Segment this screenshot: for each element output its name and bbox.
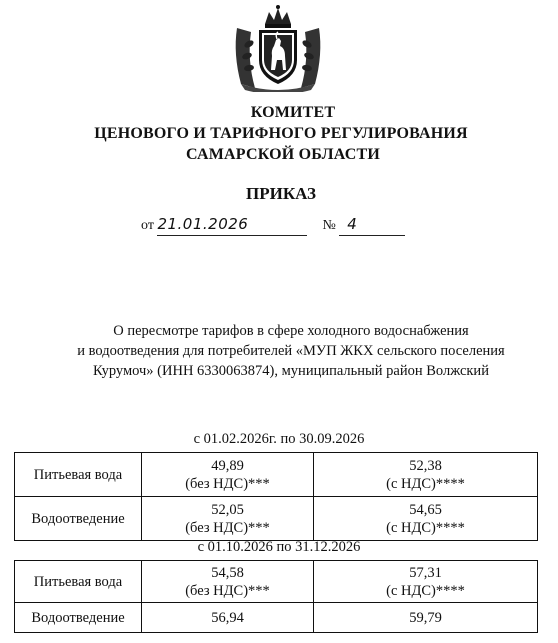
price-no-vat: 52,05: [211, 501, 244, 518]
price-no-vat-cell: [142, 453, 314, 497]
vat-label: (с НДС)****: [386, 519, 465, 536]
table-row: [15, 497, 538, 541]
service-name: Питьевая вода: [15, 561, 142, 603]
order-date-field: [157, 215, 307, 236]
vat-label: (с НДС)****: [386, 582, 465, 599]
order-title: ПРИКАЗ: [246, 184, 316, 203]
organization-line-2: ЦЕНОВОГО И ТАРИФНОГО РЕГУЛИРОВАНИЯ: [94, 125, 468, 142]
order-number-field: [339, 215, 405, 236]
service-name: Питьевая вода: [15, 453, 142, 497]
price-vat: 54,65: [409, 501, 442, 518]
order-date-number-line: [141, 215, 405, 236]
price-vat: 52,38: [409, 457, 442, 474]
tariff-table: [14, 560, 538, 633]
order-number: 4: [347, 215, 358, 233]
service-name: Водоотведение: [15, 603, 142, 633]
order-number-prefix: №: [322, 218, 336, 233]
price-vat-cell: [314, 603, 538, 633]
price-vat-cell: [314, 497, 538, 541]
price-vat-cell: [314, 453, 538, 497]
period-header: с 01.10.2026 по 31.12.2026: [197, 539, 361, 555]
order-date-prefix: от: [141, 218, 154, 233]
no-vat-label: (без НДС)***: [185, 582, 270, 599]
order-date: 21.01.2026: [157, 215, 249, 233]
price-no-vat: 49,89: [211, 457, 244, 474]
period-header: с 01.02.2026г. по 30.09.2026: [193, 431, 365, 447]
order-subject: [26, 321, 556, 381]
subject-line-3: Курумоч» (ИНН 6330063874), муниципальный район Волжский: [93, 363, 489, 379]
no-vat-label: (без НДС)***: [185, 475, 270, 492]
price-no-vat-cell: [142, 603, 314, 633]
vat-label: (с НДС)****: [386, 475, 465, 492]
tariff-table: [14, 452, 538, 541]
table-row: [15, 453, 538, 497]
service-name: Водоотведение: [15, 497, 142, 541]
subject-line-2: и водоотведения для потребителей «МУП ЖКХ сельского поселения: [77, 343, 505, 359]
table-row: [15, 561, 538, 603]
coat-of-arms-emblem: [225, 4, 331, 92]
subject-line-1: О пересмотре тарифов в сфере холодного водоснабжения: [113, 323, 469, 339]
organization-line-3: САМАРСКОЙ ОБЛАСТИ: [186, 146, 380, 163]
table-row: [15, 603, 538, 633]
price-vat: 59,79: [409, 609, 442, 626]
price-vat-cell: [314, 561, 538, 603]
no-vat-label: (без НДС)***: [185, 519, 270, 536]
price-no-vat: 54,58: [211, 564, 244, 581]
price-no-vat-cell: [142, 561, 314, 603]
price-vat: 57,31: [409, 564, 442, 581]
price-no-vat-cell: [142, 497, 314, 541]
organization-line-1: КОМИТЕТ: [250, 104, 336, 121]
price-no-vat: 56,94: [211, 609, 244, 626]
